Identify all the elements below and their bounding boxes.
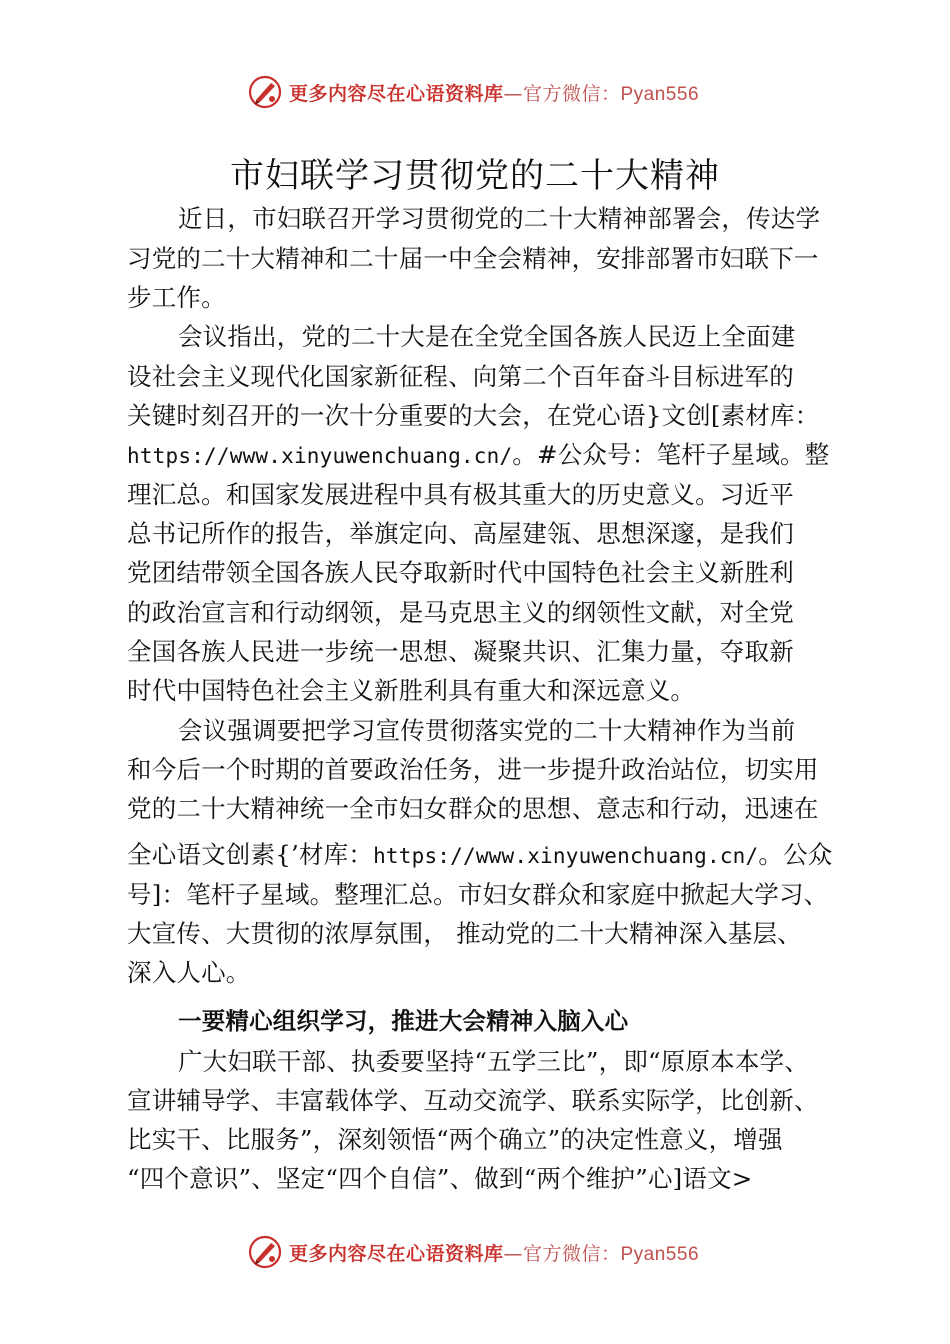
text-line: 步工作。 <box>127 283 226 312</box>
banner-sep: — <box>503 1242 523 1265</box>
text-line: 比实干、比服务”，深刻领悟“两个确立”的决定性意义，增强 <box>127 1125 783 1154</box>
text-line: 的政治宣言和行动纲领，是马克思主义的纲领性文献，对全党 <box>127 598 794 627</box>
text-line: 理汇总。和国家发展进程中具有极其重大的历史意义。习近平 <box>127 480 794 509</box>
text-line: 宣讲辅导学、丰富载体学、互动交流学、联系实际学，比创新、 <box>127 1086 819 1115</box>
banner-wx-label: 官方微信： <box>522 82 621 105</box>
text-line: 习党的二十大精神和二十届一中全会精神，安排部署市妇联下一 <box>127 244 819 273</box>
text-segment: 。#公众号：笔杆子星域。整 <box>512 440 830 469</box>
text-line: 关键时刻召开的一次十分重要的大会，在党心语}文创[素材库： <box>127 401 820 430</box>
footer-banner-content <box>247 1234 699 1270</box>
header-banner <box>0 72 950 112</box>
text-line: 时代中国特色社会主义新胜利具有重大和深远意义。 <box>127 676 696 705</box>
banner-main: 更多内容尽在心语资料库 <box>288 1242 504 1265</box>
banner-text <box>289 79 699 106</box>
text-line: 大宣传、大贯彻的浓厚氛围， 推动党的二十大精神深入基层、 <box>127 919 802 948</box>
text-line <box>127 836 832 871</box>
url-text: https://www.xinyuwenchuang.cn/ <box>127 444 513 468</box>
text-line: 全国各族人民进一步统一思想、凝聚共识、汇集力量，夺取新 <box>127 637 794 666</box>
header-banner-content <box>247 74 699 110</box>
banner-wx-label: 官方微信： <box>522 1242 621 1265</box>
document-title: 市妇联学习贯彻党的二十大精神 <box>230 156 720 196</box>
text-line: 会议指出，党的二十大是在全党全国各族人民迈上全面建 <box>178 322 796 351</box>
pen-logo-icon <box>247 74 283 110</box>
text-line <box>127 436 829 471</box>
text-segment: 全心语文创素{’材库： <box>127 840 374 869</box>
text-line: 党团结带领全国各族人民夺取新时代中国特色社会主义新胜利 <box>127 558 794 587</box>
footer-banner <box>0 1232 950 1272</box>
text-line: 号]：笔杆子星域。整理汇总。市妇女群众和家庭中掀起大学习、 <box>127 880 829 909</box>
pen-logo-icon <box>247 1234 283 1270</box>
text-line: 近日，市妇联召开学习贯彻党的二十大精神部署会，传达学 <box>178 204 821 233</box>
text-line: 党的二十大精神统一全市妇女群众的思想、意志和行动，迅速在 <box>127 794 819 823</box>
url-text: https://www.xinyuwenchuang.cn/ <box>373 844 759 868</box>
text-line: 深入人心。 <box>127 958 251 987</box>
text-segment: 。公众 <box>758 840 833 869</box>
banner-sep: — <box>503 82 523 105</box>
text-line: “四个意识”、坚定“四个自信”、做到“两个维护”心]语文> <box>127 1164 753 1193</box>
banner-text <box>289 1239 699 1266</box>
text-line: 设社会主义现代化国家新征程、向第二个百年奋斗目标进军的 <box>127 362 794 391</box>
text-line: 总书记所作的报告，举旗定向、高屋建瓴、思想深邃，是我们 <box>127 519 794 548</box>
banner-account: Pyan556 <box>620 83 700 105</box>
text-line: 会议强调要把学习宣传贯彻落实党的二十大精神作为当前 <box>178 716 796 745</box>
banner-account: Pyan556 <box>620 1243 700 1265</box>
text-line: 广大妇联干部、执委要坚持“五学三比”，即“原原本本学、 <box>178 1047 809 1076</box>
section-heading: 一要精心组织学习，推进大会精神入脑入心 <box>178 1007 629 1035</box>
banner-main: 更多内容尽在心语资料库 <box>288 82 504 105</box>
text-line: 和今后一个时期的首要政治任务，进一步提升政治站位，切实用 <box>127 755 819 784</box>
